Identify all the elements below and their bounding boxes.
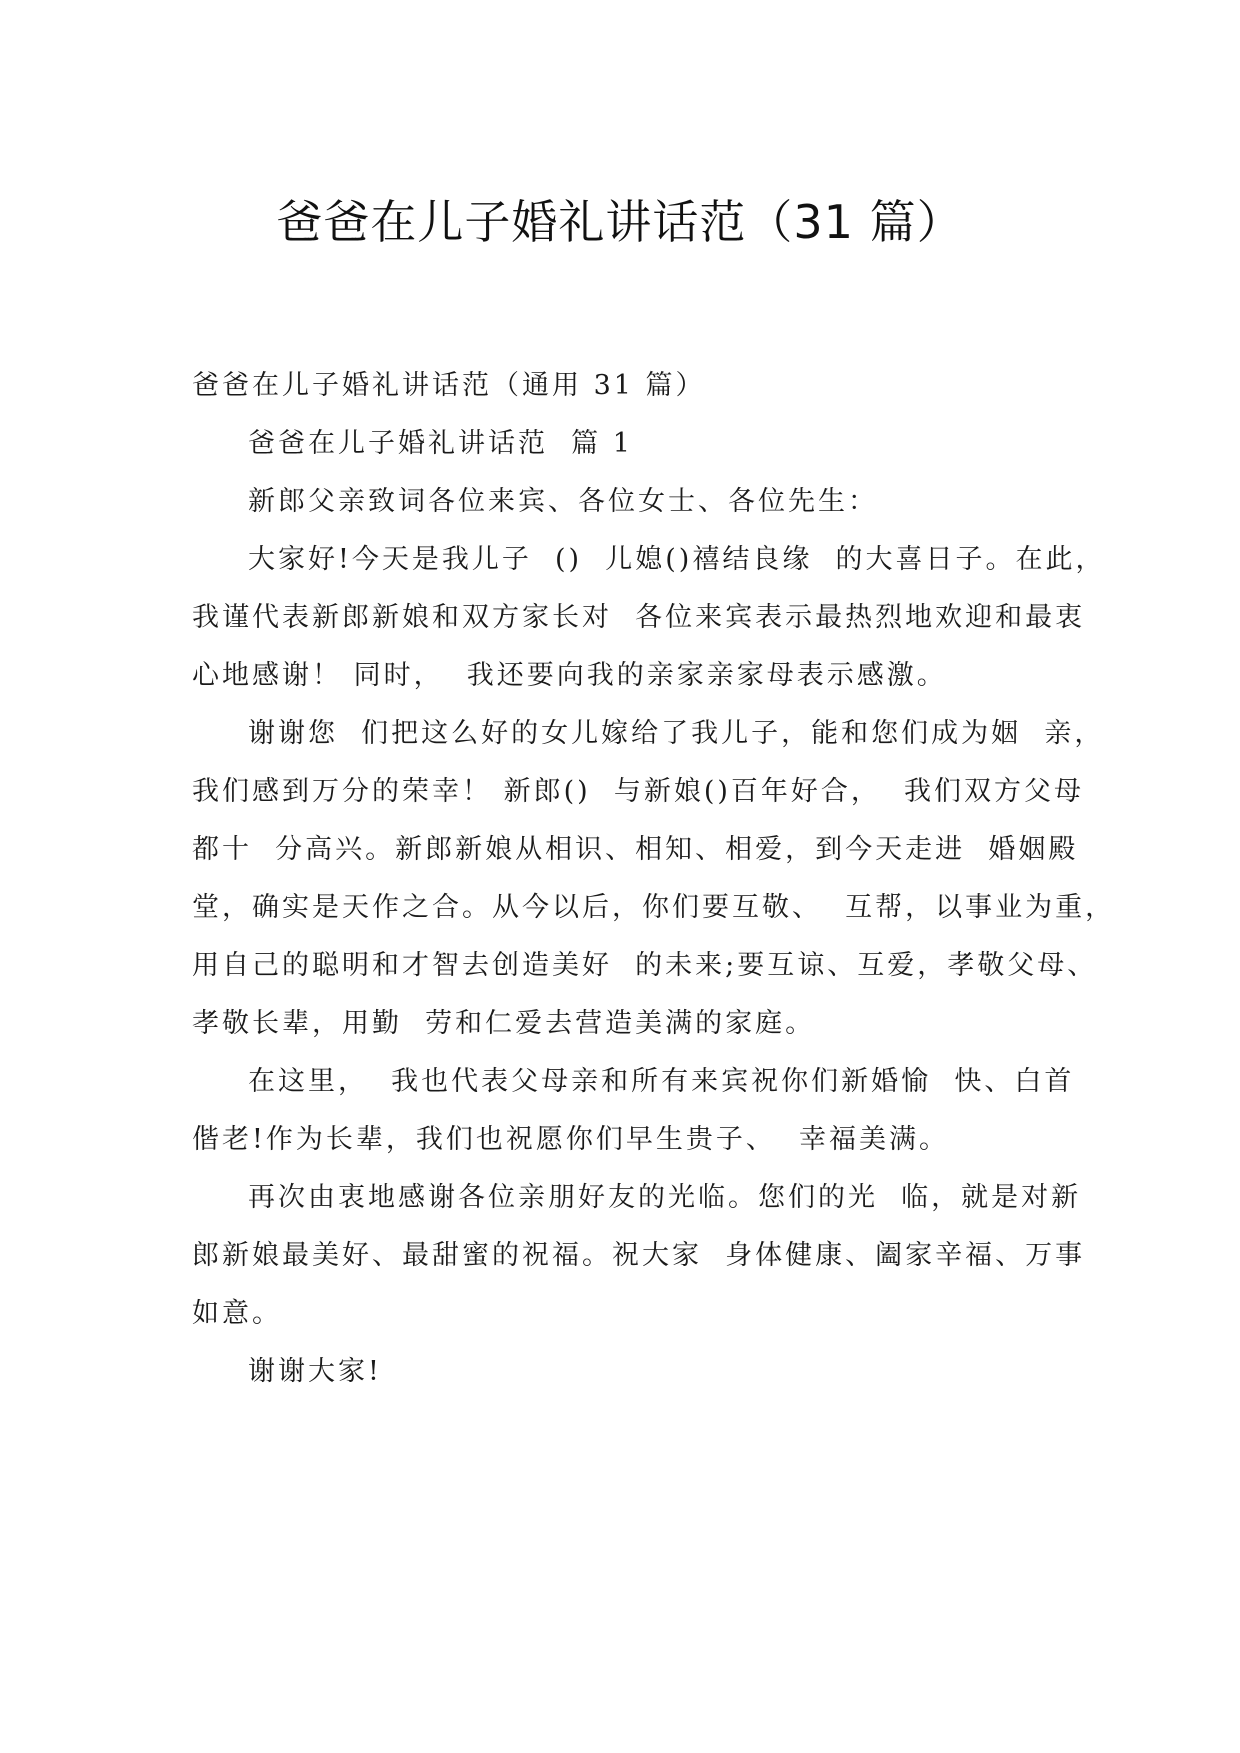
paragraph-line: 孝敬长辈，用勤 劳和仁爱去营造美满的家庭。: [192, 1008, 816, 1039]
paragraph-line: 都十 分高兴。新郎新娘从相识、相知、相爱，到今天走进 婚姻殿: [192, 834, 1079, 865]
paragraph-line: 我谨代表新郎新娘和双方家长对 各位来宾表示最热烈地欢迎和最衷: [192, 602, 1086, 633]
paragraph-line: 心地感谢！ 同时， 我还要向我的亲家亲家母表示感激。: [192, 660, 947, 691]
paragraph-line: 谢谢您 们把这么好的女儿嫁给了我儿子，能和您们成为姻 亲，: [248, 718, 1105, 749]
paragraph-line: 郎新娘最美好、最甜蜜的祝福。祝大家 身体健康、阖家辛福、万事: [192, 1240, 1086, 1271]
paragraph-line: 在这里， 我也代表父母亲和所有来宾祝你们新婚愉 快、白首: [248, 1066, 1075, 1097]
paragraph-line: 新郎父亲致词各位来宾、各位女士、各位先生：: [248, 486, 878, 517]
paragraph-line: 用自己的聪明和才智去创造美好 的未来;要互谅、互爱，孝敬父母、: [192, 950, 1098, 981]
paragraph-line: 堂，确实是天作之合。从今以后，你们要互敬、 互帮，以事业为重，: [192, 892, 1116, 923]
paragraph-line: 如意。: [192, 1298, 282, 1329]
document-title: 爸爸在儿子婚礼讲话范（31 篇）: [276, 195, 964, 249]
section-heading: 爸爸在儿子婚礼讲话范 篇 1: [248, 428, 633, 459]
closing-line: 谢谢大家!: [248, 1356, 382, 1387]
paragraph-line: 我们感到万分的荣幸！ 新郎() 与新娘()百年好合， 我们双方父母: [192, 776, 1085, 807]
paragraph-line: 大家好!今天是我儿子 () 儿媳()禧结良缘 的大喜日子。在此，: [248, 544, 1106, 575]
paragraph-line: 偕老!作为长辈，我们也祝愿你们早生贵子、 幸福美满。: [192, 1124, 950, 1155]
paragraph-line: 再次由衷地感谢各位亲朋好友的光临。您们的光 临，就是对新: [248, 1182, 1082, 1213]
document-subtitle: 爸爸在儿子婚礼讲话范（通用 31 篇）: [192, 370, 706, 401]
